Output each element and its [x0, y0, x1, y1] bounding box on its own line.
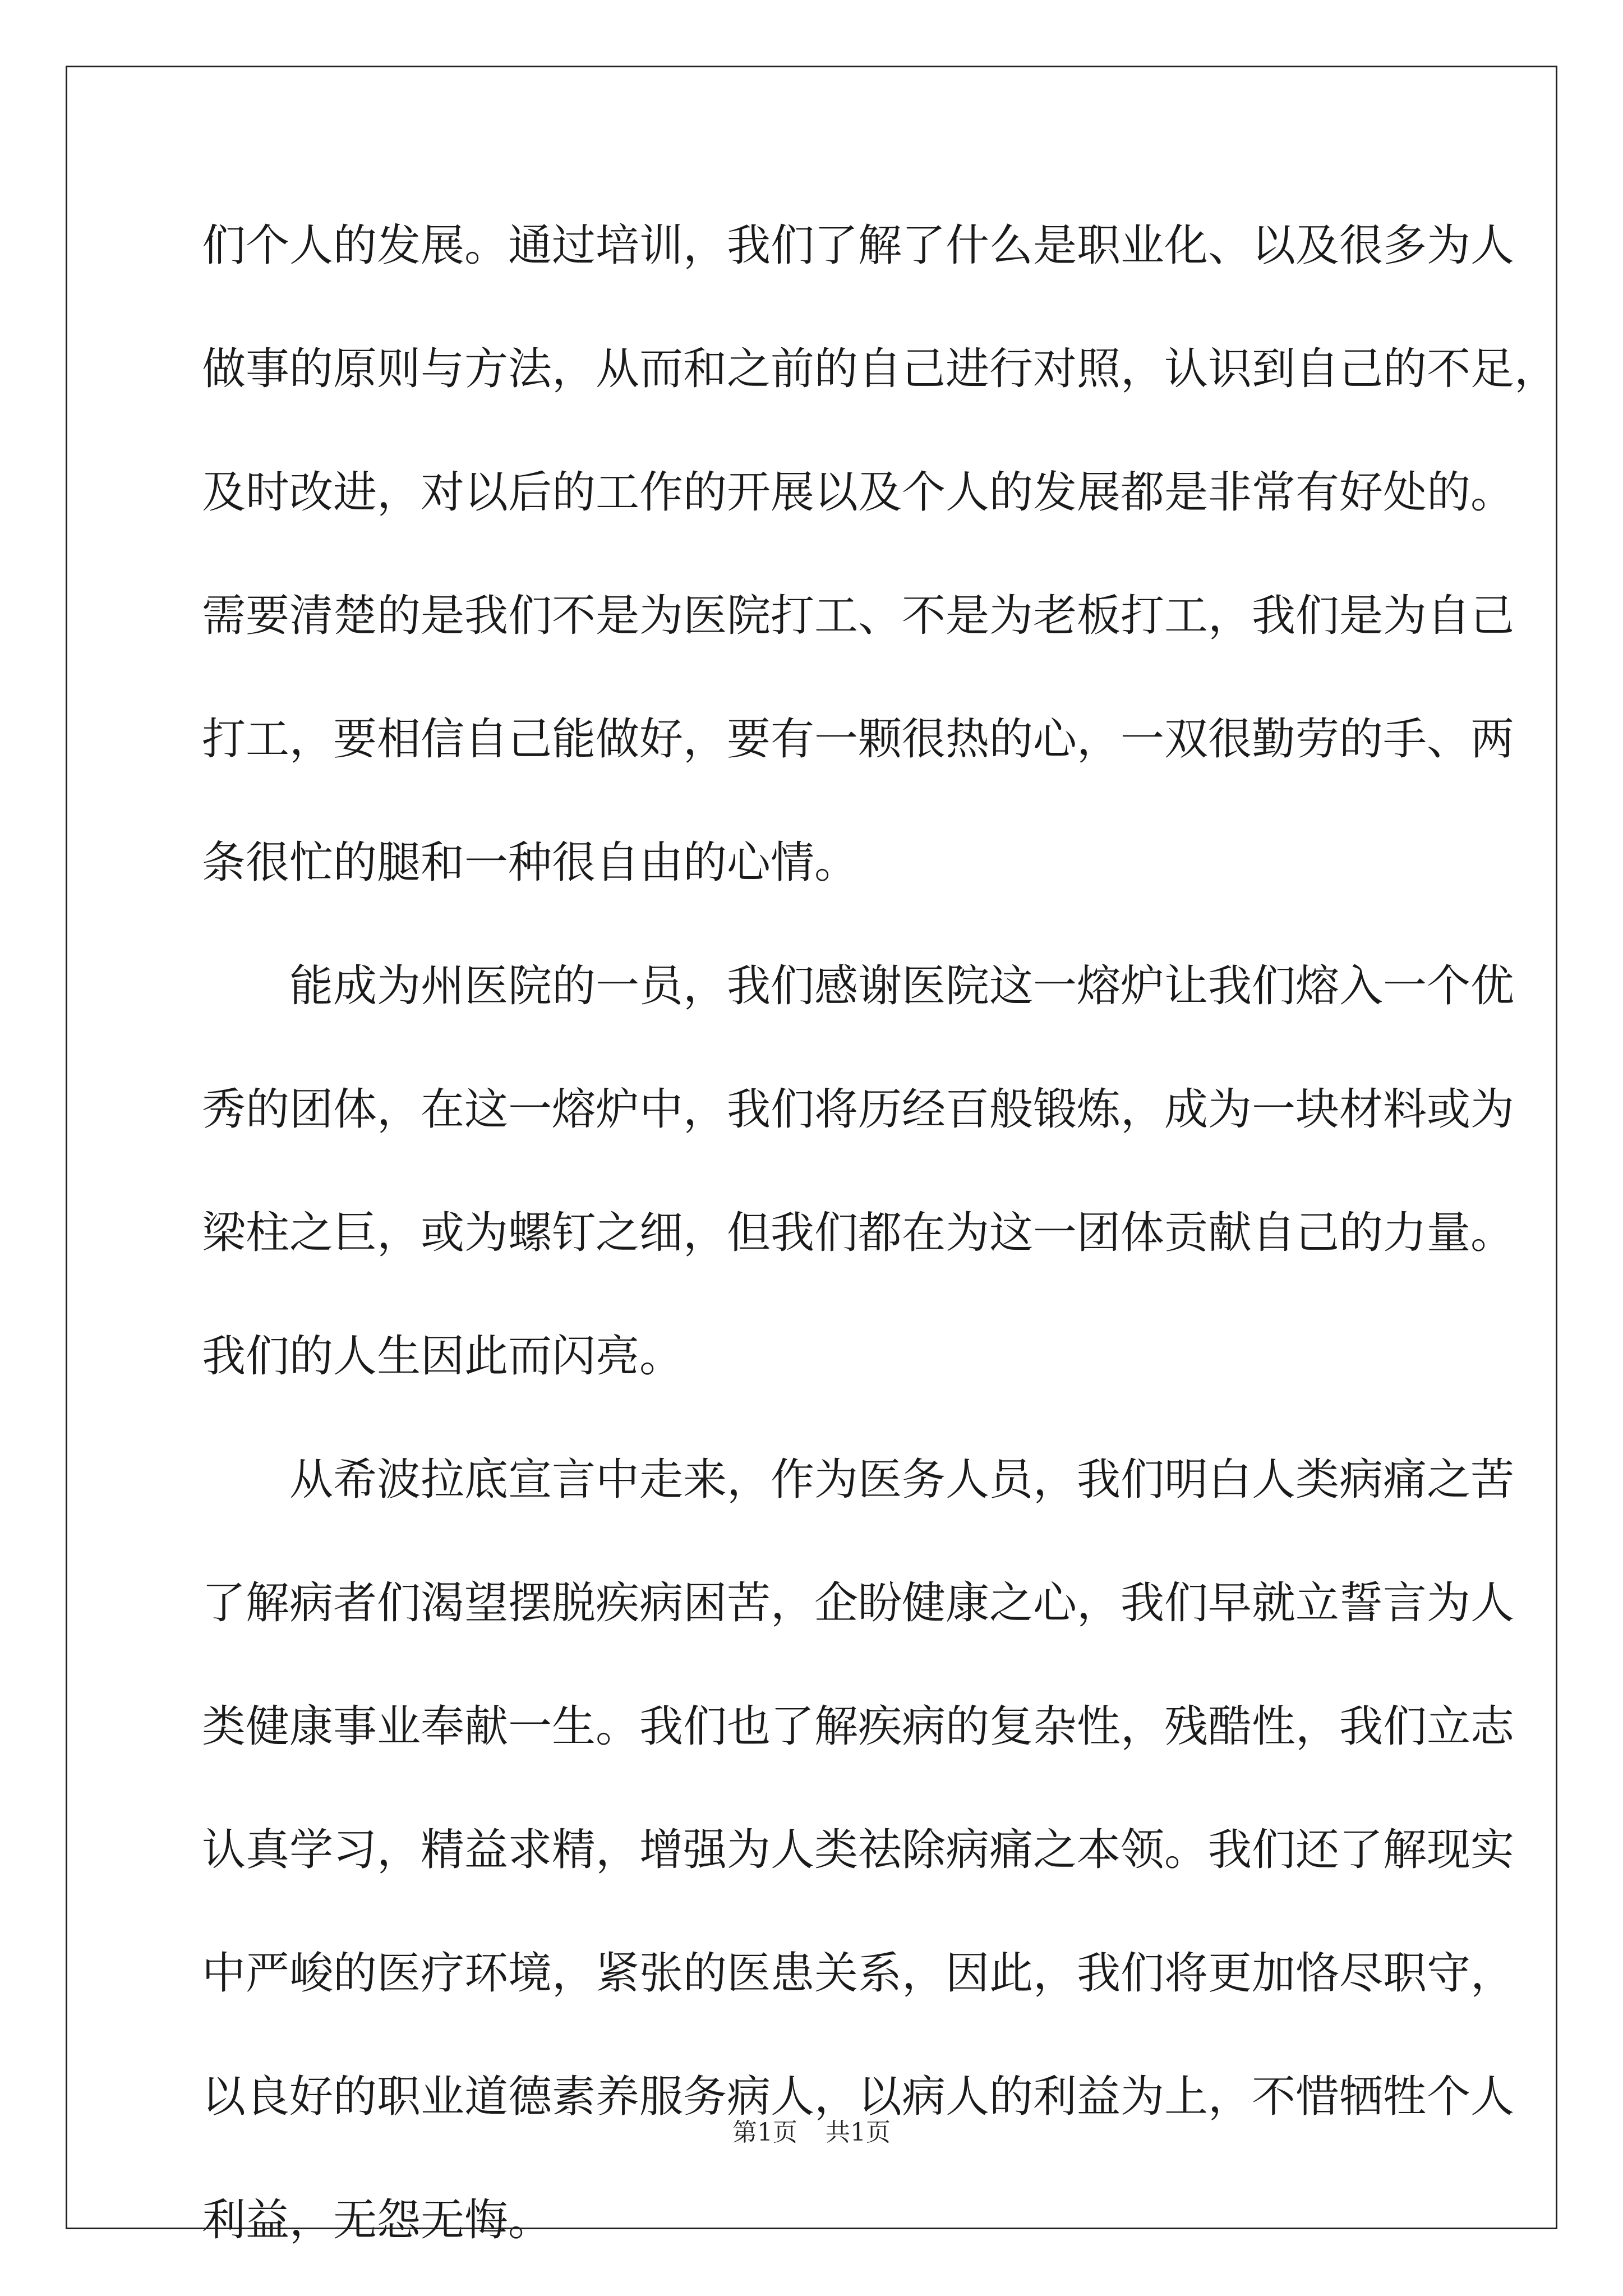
text-line-13: 类健康事业奉献一生。我们也了解疾病的复杂性，残酷性，我们立志: [202, 1701, 1515, 1752]
text-line-11: 从希波拉底宣言中走来，作为医务人员，我们明白人类病痛之苦: [202, 1455, 1515, 1505]
text-line-16: 以良好的职业道德素养服务病人，以病人的利益为上，不惜牺牲个人: [202, 2072, 1515, 2122]
text-line-6: 条很忙的腿和一种很自由的心情。: [202, 838, 859, 888]
page-footer: [0, 2112, 1623, 2148]
text-line-7: 能成为州医院的一员，我们感谢医院这一熔炉让我们熔入一个优: [202, 961, 1515, 1011]
text-line-15: 中严峻的医疗环境，紧张的医患关系，因此，我们将更加恪尽职守，: [202, 1948, 1515, 1999]
text-line-4: 需要清楚的是我们不是为医院打工、不是为老板打工，我们是为自己: [202, 591, 1515, 641]
text-line-9: 梁柱之巨，或为螺钉之细，但我们都在为这一团体贡献自己的力量。: [202, 1208, 1515, 1258]
page-number: 第1页: [732, 2118, 797, 2147]
page-total: 共1页: [826, 2118, 891, 2147]
text-line-12: 了解病者们渴望摆脱疾病困苦，企盼健康之心，我们早就立誓言为人: [202, 1578, 1515, 1628]
text-line-14: 认真学习，精益求精，增强为人类祛除病痛之本领。我们还了解现实: [202, 1825, 1515, 1875]
text-line-1: 们个人的发展。通过培训，我们了解了什么是职业化、以及很多为人: [202, 220, 1515, 271]
text-line-17: 利益，无怨无悔。: [202, 2195, 552, 2246]
text-line-2: 做事的原则与方法，从而和之前的自己进行对照，认识到自己的不足，: [202, 344, 1559, 394]
text-line-10: 我们的人生因此而闪亮。: [202, 1331, 684, 1382]
text-line-8: 秀的团体，在这一熔炉中，我们将历经百般锻炼，成为一块材料或为: [202, 1084, 1515, 1135]
text-line-3: 及时改进，对以后的工作的开展以及个人的发展都是非常有好处的。: [202, 467, 1515, 518]
text-line-5: 打工，要相信自己能做好，要有一颗很热的心，一双很勤劳的手、两: [202, 714, 1515, 765]
